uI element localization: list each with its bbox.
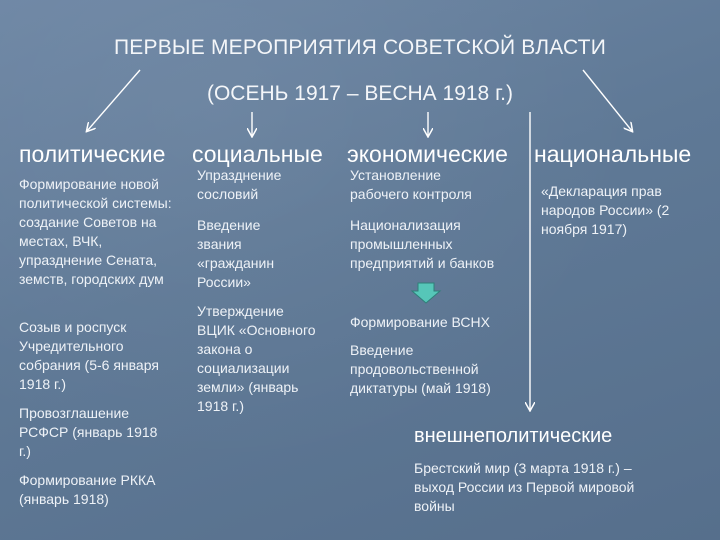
category-foreign: внешнеполитические — [414, 425, 613, 447]
category-national: национальные — [534, 141, 692, 167]
social-item-1: Упразднение сословий — [197, 167, 282, 202]
category-social: социальные — [192, 141, 323, 167]
economic-item-1: Установление рабочего контроля — [350, 167, 472, 202]
social-item-2: Введение звания «гражданин России» — [197, 217, 275, 290]
social-item-3: Утверждение ВЦИК «Основного закона о социализации земли» (январь 1918 г.) — [197, 303, 316, 414]
political-item-1: Формирование новой политической системы: создание Советов на местах, ВЧК, упразднение Сената, земств, городских дум — [19, 176, 172, 287]
economic-item-3: Формирование ВСНХ — [350, 314, 490, 330]
political-item-2: Созыв и роспуск Учредительного собрания (5-6 января 1918 г.) — [19, 319, 159, 392]
political-item-4: Формирование РККА (январь 1918) — [19, 472, 156, 507]
category-political: политические — [19, 141, 166, 167]
foreign-item-1: Брестский мир (3 марта 1918 г.) – выход России из Первой мировой войны — [414, 460, 635, 514]
category-economic: экономические — [347, 141, 508, 167]
down-arrow-icon — [412, 283, 440, 303]
political-item-3: Провозглашение РСФСР (январь 1918 г.) — [19, 405, 158, 459]
page-subtitle: (ОСЕНЬ 1917 – ВЕСНА 1918 г.) — [206, 82, 513, 105]
economic-item-4: Введение продовольственной диктатуры (май 1918) — [350, 342, 491, 396]
national-item-1: «Декларация прав народов России» (2 ноября 1917) — [541, 183, 670, 237]
page-title: ПЕРВЫЕ МЕРОПРИЯТИЯ СОВЕТСКОЙ ВЛАСТИ — [114, 36, 606, 59]
economic-item-2: Национализация промышленных предприятий и банков — [350, 217, 495, 271]
